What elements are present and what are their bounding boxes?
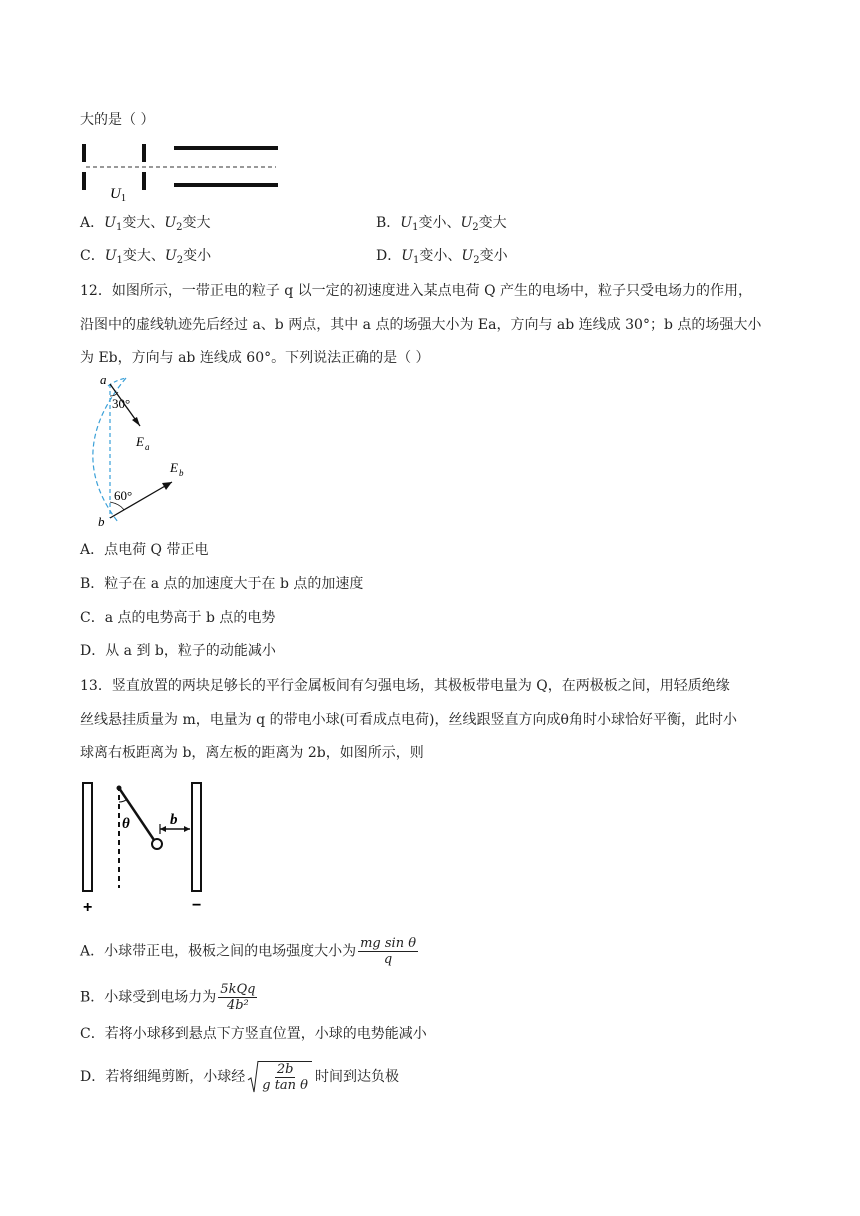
q12-stem-line3: 为 Eb，方向与 ab 连线成 60°。下列说法正确的是（ ） bbox=[80, 350, 430, 366]
negative-plate-label: − bbox=[192, 897, 202, 914]
positive-plate-label: + bbox=[83, 899, 93, 916]
q11-stem-tail: 大的是（ ） bbox=[80, 112, 155, 128]
point-b-label: b bbox=[98, 514, 105, 529]
svg-text:a: a bbox=[145, 442, 150, 452]
q12-option-d[interactable]: D．从 a 到 b，粒子的动能减小 bbox=[80, 643, 276, 659]
q11-option-c[interactable]: C．$U_1$变大、$U_2$变小 bbox=[80, 248, 212, 266]
q11-capacitor-figure bbox=[76, 140, 286, 204]
q13-pendulum-figure bbox=[80, 780, 230, 920]
q13-option-a[interactable]: A．小球带正电，极板之间的电场强度大小为 $\frac{\text{mg sin θ}}{q}$ bbox=[80, 936, 417, 967]
theta-label: θ bbox=[122, 816, 130, 832]
q11-option-b[interactable]: B．$U_1$变小、$U_2$变大 bbox=[376, 215, 507, 233]
q13-stem-line1: 13．竖直放置的两块足够长的平行金属板间有匀强电场，其极板带电量为 Q，在两极板之间，用轻质绝缘 bbox=[80, 678, 730, 694]
point-a-label: a bbox=[100, 372, 107, 387]
distance-b-label: b bbox=[170, 812, 178, 828]
formula-b: $\frac{\text{5kQq}}{\text{4b²}}$ bbox=[220, 982, 256, 1013]
svg-text:1: 1 bbox=[121, 193, 126, 204]
u1-label: U bbox=[110, 186, 121, 202]
q12-option-a[interactable]: A．点电荷 Q 带正电 bbox=[80, 542, 209, 558]
q13-option-d[interactable]: D．若将细绳剪断，小球经 $\frac{2b}{\text{g tan θ}}$ 时间到达负极 bbox=[80, 1062, 399, 1093]
formula-a: $\frac{\text{mg sin θ}}{q}$ bbox=[360, 936, 417, 967]
q11-option-a[interactable]: A．$U_1$变大、$U_2$变大 bbox=[80, 215, 211, 233]
q12-option-b[interactable]: B．粒子在 a 点的加速度大于在 b 点的加速度 bbox=[80, 576, 364, 592]
q13-option-b[interactable]: B．小球受到电场力为 $\frac{\text{5kQq}}{\text{4b²}}$ bbox=[80, 982, 256, 1013]
svg-text:b: b bbox=[179, 468, 184, 478]
q12-stem-line2: 沿图中的虚线轨迹先后经过 a、b 两点，其中 a 点的场强大小为 Ea，方向与 ab 连线成 30°；b 点的场强大小 bbox=[80, 317, 762, 333]
q13-option-c[interactable]: C．若将小球移到悬点下方竖直位置，小球的电势能减小 bbox=[80, 1026, 427, 1042]
q12-stem-line1: 12．如图所示，一带正电的粒子 q 以一定的初速度进入某点电荷 Q 产生的电场中，粒子只受电场力的作用， bbox=[80, 283, 753, 299]
q13-stem-line2: 丝线悬挂质量为 m，电量为 q 的带电小球(可看成点电荷)，丝线跟竖直方向成θ角时小球恰好平衡，此时小 bbox=[80, 712, 737, 728]
q13-stem-line3: 球离右板距离为 b，离左板的距离为 2b，如图所示，则 bbox=[80, 745, 424, 761]
field-eb-label: E bbox=[170, 460, 178, 475]
q11-option-d[interactable]: D．$U_1$变小、$U_2$变小 bbox=[376, 248, 508, 266]
angle-30-label: 30° bbox=[112, 396, 131, 411]
q12-field-figure bbox=[74, 372, 204, 532]
q12-option-c[interactable]: C．a 点的电势高于 b 点的电势 bbox=[80, 610, 276, 626]
angle-60-label: 60° bbox=[114, 488, 133, 503]
formula-d: $\frac{2b}{\text{g tan θ}}$ bbox=[248, 1060, 312, 1094]
field-ea-label: E bbox=[136, 434, 144, 449]
